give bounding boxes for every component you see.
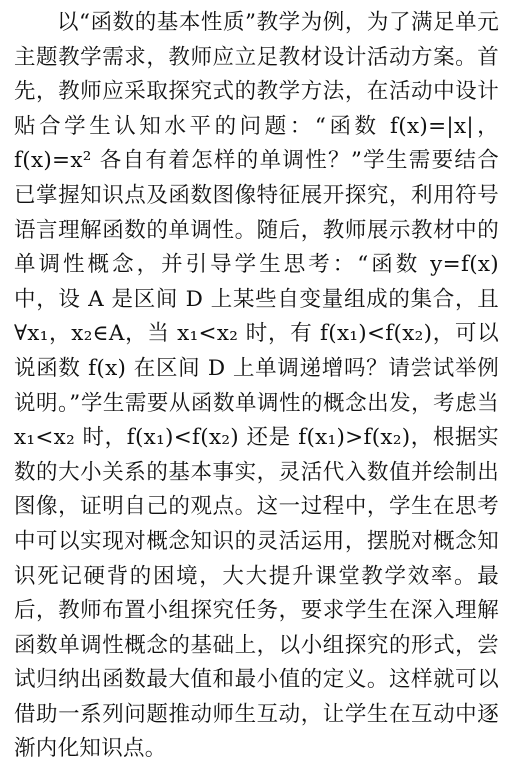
body-paragraph: 以“函数的基本性质”教学为例，为了满足单元主题教学需求，教师应立足教材设计活动方案。首先，教师应采取探究式的教学方法，在活动中设计贴合学生认知水平的问题：“函数 f(x)=|x|，f(x)=x² 各自有着怎样的单调性？”学生需要结合已掌握知识点及函数图像特征展开探究，利用符号语言理解函数的单调性。随后，教师展示教材中的单调性概念，并引导学生思考：“函数 y=f(x) 中，设 A 是区间 D 上某些自变量组成的集合，且 ∀x₁，x₂∈A，当 x₁<x₂ 时，有 f(x₁)<f(x₂)，可以说函数 f(x) 在区间 D 上单调递增吗？请尝试举例说明。”学生需要从函数单调性的概念出发，考虑当 x₁<x₂ 时，f(x₁)<f(x₂) 还是 f(x₁)>f(x₂)，根据实数的大小关系的基本事实，灵活代入数值并绘制出图像，证明自己的观点。这一过程中，学生在思考中可以实现对概念知识的灵活运用，摆脱对概念知识死记硬背的困境，大大提升课堂教学效率。最后，教师布置小组探究任务，要求学生在深入理解函数单调性概念的基础上，以小组探究的形式，尝试归纳出函数最大值和最小值的定义。这样就可以借助一系列问题推动师生互动，让学生在互动中逐渐内化知识点。 [14, 10, 499, 762]
